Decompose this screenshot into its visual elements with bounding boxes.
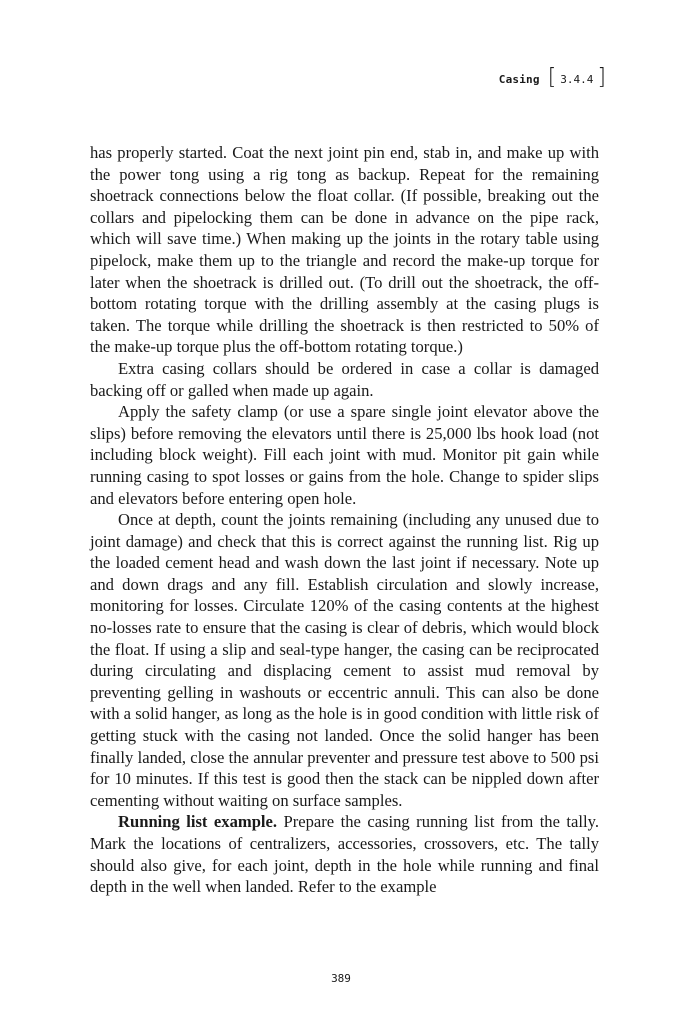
paragraph [90, 142, 599, 358]
chapter-title: Casing [498, 72, 540, 86]
paragraph-text: Extra casing collars should be ordered in case a collar is damaged backing off or galled when made up again. [90, 358, 599, 400]
section-number: 3.4.4 [560, 72, 594, 86]
running-header [498, 65, 606, 90]
page-number: 389 [331, 972, 351, 985]
body-text [90, 142, 599, 898]
paragraph [90, 811, 599, 897]
paragraph [90, 358, 599, 401]
paragraph-text: has properly started. Coat the next joint pin end, stab in, and make up with the power tong using a rig tong as backup. Repeat for the remaining shoetrack connections below the float collar. (If possible, breaking out the collars and pipelocking them can be done in advance on the pipe rack, which will save time.) When making up the joints in the rotary table using pipelock, make them up to the triangle and record the make-up torque for later when the shoetrack is drilled out. (To drill out the shoetrack, the off-bottom rotating torque with the drilling assembly at the casing plugs is taken. The torque while drilling the shoetrack is then restricted to 50% of the make-up torque plus the off-bottom rotating torque.) [90, 143, 599, 357]
section-marker [547, 65, 606, 90]
paragraph-text: Prepare the casing running list from the tally. Mark the locations of centralizers, accessories, crossovers, etc. The tally should also give, for each joint, depth in the hole while running and final depth in the well when landed. Refer to the example [90, 812, 599, 897]
paragraph-text: Apply the safety clamp (or use a spare single joint elevator above the slips) before removing the elevators until there is 25,000 lbs hook load (not including block weight). Fill each joint with mud. Monitor pit gain while running casing to spot losses or gains from the hole. Change to spider slips and elevators before entering open hole. [90, 402, 599, 508]
right-bracket: ] [597, 65, 606, 90]
left-bracket: [ [547, 65, 557, 90]
run-in-heading: Running list example. [118, 812, 278, 832]
paragraph [90, 401, 599, 509]
paragraph [90, 509, 599, 811]
paragraph-text: Once at depth, count the joints remaining (including any unused due to joint damage) and check that this is correct against the running list. Rig up the loaded cement head and wash down the last joint if necessary. Note up and down drags and any fill. Establish circulation and slowly increase, monitoring for losses. Circulate 120% of the casing contents at the highest no-losses rate to ensure that the casing is clear of debris, which would block the float. If using a slip and seal-type hanger, the casing can be reciprocated during circulating and displacing cement to assist mud removal by preventing gelling in washouts or eccentric annuli. This can also be done with a solid hanger, as long as the hole is in good condition with little risk of getting stuck with the casing not landed. Once the solid hanger has been finally landed, close the annular preventer and pressure test above to 500 psi for 10 minutes. If this test is good then the stack can be nippled down after cementing without waiting on surface samples. [90, 510, 599, 810]
